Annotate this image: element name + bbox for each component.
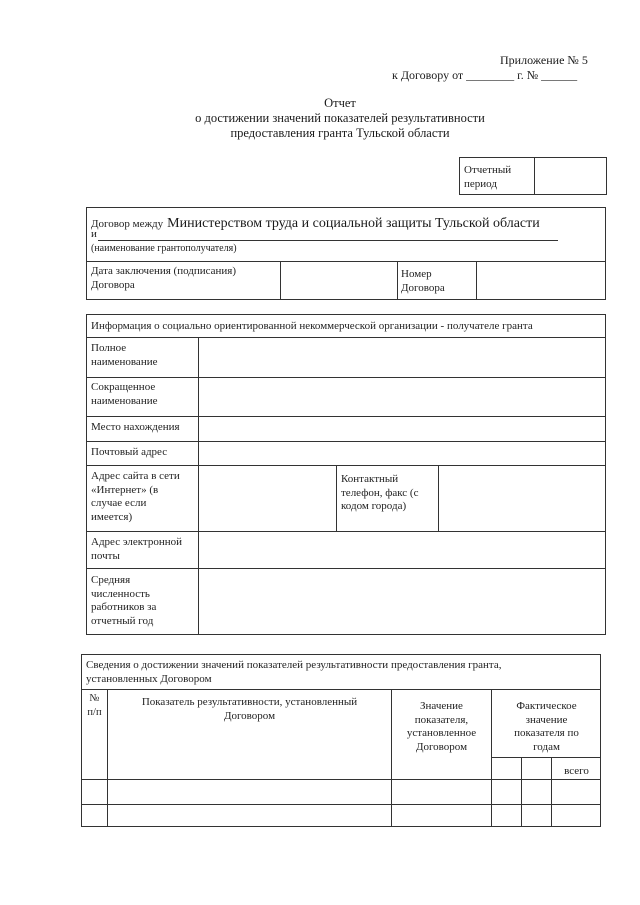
grantee-name-line[interactable]	[98, 240, 558, 241]
contract-prefix: Договор между	[91, 218, 164, 230]
reporting-period-value[interactable]	[535, 158, 605, 194]
postal-address-field[interactable]	[200, 442, 604, 464]
title-line-2: о достижении значений показателей результативности	[195, 111, 485, 125]
website-field[interactable]	[200, 466, 335, 530]
contract-date-label: Дата заключения (подписания) Договора	[91, 265, 237, 291]
table-row[interactable]	[82, 805, 600, 826]
report-title	[0, 96, 640, 141]
contract-and: и	[91, 228, 97, 240]
staff-count-label: Средняя численность работников за отчетный год	[91, 574, 157, 627]
full-name-label: Полное наименование	[91, 342, 158, 368]
email-field[interactable]	[200, 532, 604, 567]
contract-parties	[91, 214, 540, 232]
contract-number-label: Номер Договора	[401, 268, 445, 294]
contract-reference: к Договору от ________ г. № ______	[392, 68, 578, 82]
reporting-period-label: Отчетный период	[464, 164, 512, 190]
full-name-field[interactable]	[200, 338, 604, 376]
ministry-name: Министерством труда и социальной защиты Тульской области	[167, 216, 540, 231]
col-indicator-header: Показатель результативности, установленный Договором	[141, 696, 358, 722]
table-row[interactable]	[82, 780, 600, 803]
contract-date-field[interactable]	[281, 262, 396, 299]
indicators-heading: Сведения о достижении значений показателей результативности предоставления гранта, установленных Договором	[86, 659, 502, 685]
col-number-header: № п/п	[87, 693, 102, 718]
postal-address-label: Почтовый адрес	[91, 446, 168, 458]
short-name-label: Сокращенное наименование	[91, 381, 158, 407]
staff-count-field[interactable]	[200, 569, 604, 634]
grantee-caption: (наименование грантополучателя)	[91, 243, 237, 254]
col-target-value-header: Значение показателя, установленное Договором	[406, 700, 477, 753]
location-field[interactable]	[200, 417, 604, 440]
contact-phone-label: Контактный телефон, факс (с кодом города)	[341, 473, 419, 512]
title-line-3: предоставления гранта Тульской области	[230, 126, 450, 140]
org-info-heading: Информация о социально ориентированной некоммерческой организации - получателе гранта	[91, 320, 533, 332]
email-label: Адрес электронной почты	[91, 536, 183, 562]
contract-number-field[interactable]	[477, 262, 605, 299]
col-actual-value-header: Фактическое значение показателя по годам	[514, 700, 579, 753]
title-line-1: Отчет	[324, 96, 356, 110]
appendix-label: Приложение № 5	[500, 53, 588, 67]
short-name-field[interactable]	[200, 378, 604, 415]
website-label: Адрес сайта в сети «Интернет» (в случае если имеется)	[91, 470, 180, 523]
col-total-header: всего	[564, 765, 589, 777]
location-label: Место нахождения	[91, 421, 180, 433]
contact-phone-field[interactable]	[440, 466, 604, 530]
